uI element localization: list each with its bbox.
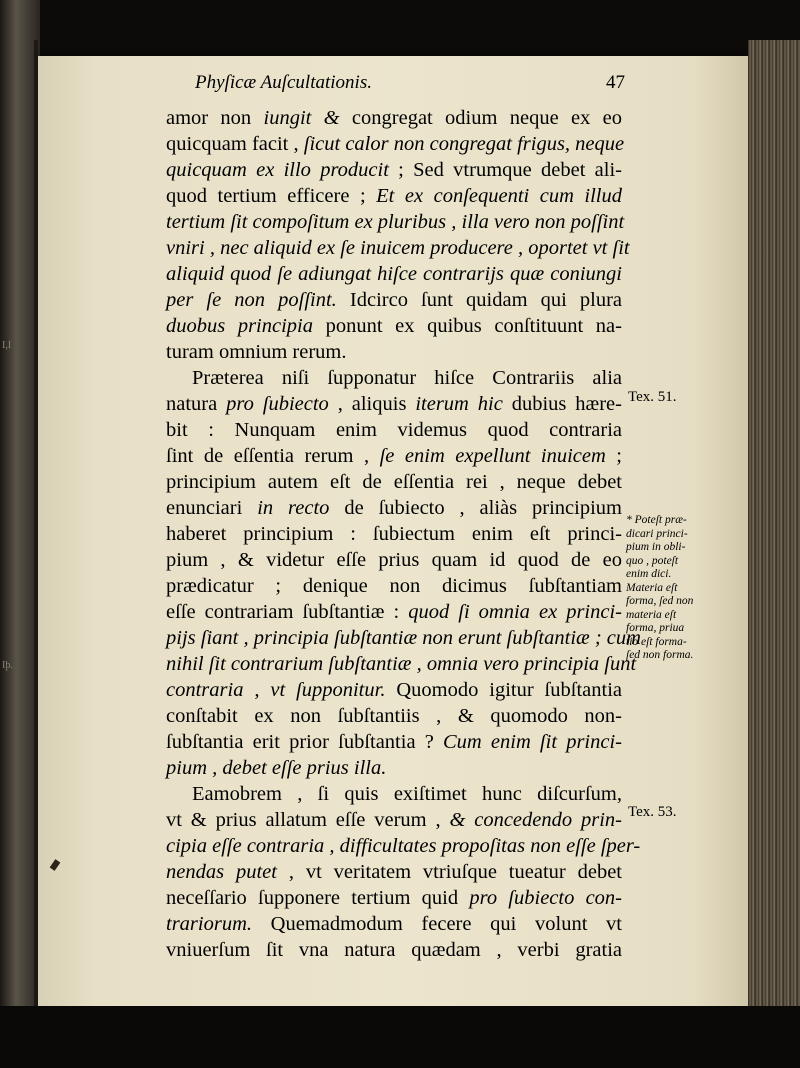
text-run: Eamobrem , ſi quis exiſtimet hunc diſcurſum, <box>192 783 622 805</box>
italic-run: trariorum. <box>166 913 253 935</box>
text-run: vt & prius allatum eſſe verum , <box>166 809 450 831</box>
margin-text-reference: Tex. 51. <box>628 389 677 405</box>
italic-run: nendas putet <box>166 861 277 883</box>
italic-run: cipia eſſe contraria , difficultates propoſitas non eſſe ſper- <box>166 835 641 857</box>
text-line <box>166 443 622 469</box>
page-stack-edge <box>748 40 800 1030</box>
margin-note <box>626 514 741 663</box>
italic-run: aliquid quod ſe adiungat hiſce contrarijs quæ coniungi <box>166 263 622 285</box>
text-run: de ſubiecto , aliàs principium <box>329 497 622 519</box>
text-line <box>166 859 622 885</box>
text-line <box>166 885 622 911</box>
text-line <box>166 235 630 261</box>
text-run: quod tertium efficere ; <box>166 185 377 207</box>
text-line <box>166 833 641 859</box>
text-line <box>166 391 622 417</box>
margin-note-line: enim dici. <box>626 568 672 580</box>
text-run: pium , & videtur eſſe prius quam id quod de eo <box>166 549 622 571</box>
text-line <box>166 625 641 651</box>
italic-run: Et ex conſequenti cum illud <box>376 185 622 207</box>
text-line <box>166 495 622 521</box>
italic-run: duobus principia <box>166 315 313 337</box>
italic-run: quod ſi omnia ex princi- <box>408 601 622 623</box>
text-line <box>166 209 625 235</box>
italic-run: ſicut calor non congregat frigus, neque <box>303 133 625 155</box>
italic-run: ſe enim expellunt inuicem <box>379 445 606 467</box>
text-run: haberet principium : ſubiectum enim eſt princi- <box>166 523 622 545</box>
text-run: amor non <box>166 107 264 129</box>
italic-run: nihil ſit contrarium ſubſtantiæ , omnia vero principia ſunt <box>166 653 637 675</box>
text-line <box>166 313 622 339</box>
text-line <box>166 755 622 781</box>
margin-note-line: forma, priua <box>626 622 685 634</box>
left-page-fragment: I,I <box>2 340 12 351</box>
text-line <box>166 599 622 625</box>
text-run <box>311 107 323 129</box>
margin-note-line: pium in obli- <box>626 541 686 553</box>
text-run: Præterea niſi ſupponatur hiſce Contrariis alia <box>192 367 622 389</box>
italic-run: Cum enim ſit princi- <box>443 731 622 753</box>
italic-run: tertium ſit compoſitum ex pluribus , illa vero non poſſint <box>166 211 625 233</box>
text-line <box>166 937 622 963</box>
text-run: ponunt ex quibus conſtituunt na- <box>313 315 622 337</box>
italic-run: pro ſubiecto <box>226 393 329 415</box>
italic-run: pium , debet eſſe prius illa. <box>166 757 387 779</box>
text-line <box>166 651 637 677</box>
italic-run: in recto <box>257 497 330 519</box>
margin-note-line: dicari princi- <box>626 527 688 540</box>
text-line <box>166 183 622 209</box>
text-run: congregat odium neque ex eo <box>339 107 623 129</box>
margin-text-reference: Tex. 53. <box>628 804 677 820</box>
text-run: vniuerſum ſit vna natura quædam , verbi gratia <box>166 939 622 961</box>
text-run: prædicatur ; denique non dicimus ſubſtantiam <box>166 575 622 597</box>
text-run: Quemadmodum fecere qui volunt vt <box>252 913 622 935</box>
text-run: turam omnium rerum. <box>166 341 347 363</box>
text-run: natura <box>166 393 227 415</box>
text-run: principium autem eſt de eſſentia rei , neque debet <box>166 471 622 493</box>
text-line <box>166 157 622 183</box>
text-run: ; Sed vtrumque debet ali- <box>388 159 622 181</box>
text-run: ſubſtantia erit prior ſubſtantia ? <box>166 731 443 753</box>
italic-run: per ſe non poſſint. <box>166 289 337 311</box>
italic-run: iterum hic <box>415 393 503 415</box>
text-run: enunciari <box>166 497 258 519</box>
text-line <box>166 547 622 573</box>
text-run: Idcirco ſunt quidam qui plura <box>336 289 623 311</box>
text-run: , vt veritatem vtriuſque tueatur debet <box>276 861 622 883</box>
margin-note-line: quo , poteſt <box>626 554 679 567</box>
text-line <box>166 677 622 703</box>
running-title: Phyſicæ Auſcultationis. <box>195 72 372 93</box>
text-line <box>166 339 622 365</box>
text-line <box>166 287 622 313</box>
text-run: Quomodo igitur ſubſtantia <box>385 679 622 701</box>
text-line <box>166 105 622 131</box>
text-run: neceſſario ſupponere tertium quid <box>166 887 470 909</box>
text-line <box>166 417 622 443</box>
margin-note-line: tio eſt forma- <box>626 635 687 648</box>
italic-run: & concedendo prin- <box>449 809 622 831</box>
text-run: bit : Nunquam enim videmus quod contraria <box>166 419 622 441</box>
text-run: , aliquis <box>328 393 416 415</box>
italic-run: & <box>323 107 340 129</box>
italic-run: pijs ſiant , principia ſubſtantiæ non erunt ſubſtantiæ ; cum <box>166 627 641 649</box>
text-run: ; <box>605 445 622 467</box>
text-line <box>166 521 622 547</box>
margin-note-line: Materia eſt <box>626 581 678 594</box>
margin-note-line: forma, ſed non <box>626 595 694 607</box>
margin-note-line: materia eſt <box>626 608 677 621</box>
page-header <box>165 72 625 98</box>
text-line <box>166 573 622 599</box>
text-run: ſint de eſſentia rerum , <box>166 445 380 467</box>
text-run: eſſe contrariam ſubſtantiæ : <box>166 601 409 623</box>
margin-note-line: * Poteſt præ- <box>626 514 687 526</box>
text-line <box>166 261 622 287</box>
text-line <box>166 365 622 391</box>
italic-run: pro ſubiecto con- <box>469 887 622 909</box>
left-page-fragment: Iþ. <box>2 660 13 671</box>
text-run: dubius hære- <box>502 393 622 415</box>
page-number: 47 <box>606 72 625 93</box>
italic-run: quicquam ex illo producit <box>166 159 389 181</box>
main-text-block <box>166 105 641 963</box>
text-line <box>166 911 622 937</box>
text-line <box>166 469 622 495</box>
text-line <box>166 807 622 833</box>
text-line <box>166 729 622 755</box>
italic-run: iungit <box>263 107 312 129</box>
text-line <box>166 703 622 729</box>
italic-run: contraria , vt ſupponitur. <box>166 679 386 701</box>
text-line <box>166 781 622 807</box>
margin-note-line: ſed non forma. <box>626 649 694 661</box>
italic-run: vniri , nec aliquid ex ſe inuicem producere , oportet vt ſit <box>166 237 630 259</box>
text-line <box>166 131 625 157</box>
text-run: conſtabit ex non ſubſtantiis , & quomodo non- <box>166 705 622 727</box>
scan-background <box>0 1006 800 1068</box>
text-run: quicquam facit , <box>166 133 304 155</box>
